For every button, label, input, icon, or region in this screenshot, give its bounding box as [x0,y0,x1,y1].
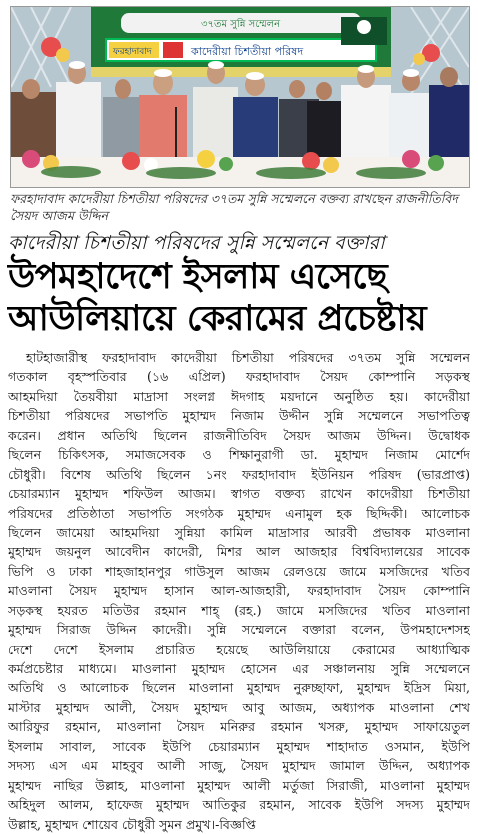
body-line: ছিলেন জামেয়া আহমদিয়া সুন্নিয়া কামিল মাদ্রাসার আরবী প্রভাষক মাওলানা [8,524,470,540]
body-line: ছিলেন চিকিৎসক, সমাজসেবক ও শিক্ষানুরাগী ডা. মুহাম্মদ নিজাম মোর্শেদ [8,447,470,463]
body-line: মুহাম্মদ জয়নুল আবেদীন কাদেরী, মিশর আল আজহার বিশ্ববিদ্যালয়ের সাবেক [8,544,470,560]
body-line: কর্মপ্রচেষ্টার মাধ্যমে। মাওলানা মুহাম্মদ হোসেন এর সঞ্চালনায় সুন্নি সম্মেলনে [8,661,470,676]
body-line: ভিপি ও ঢাকা শাহজাহানপুর গাউসুল আজম রেলওয়ে জামে মসজিদের খতিব [8,563,470,579]
body-line: চিশতীয়া পরিষদের সভাপতি মুহাম্মদ নিজাম উদ্দীন সুন্নি সম্মেলনে সভাপতিত্ব [8,408,470,424]
body-line: অতিথি ও আলোচক ছিলেন মাওলানা মুহাম্মদ নুরুচ্ছাফা, মুহাম্মদ ইদ্রিস মিয়া, [8,680,470,696]
body-line: অহিদুল আলম, হাফেজ মুহাম্মদ আতিকুর রহমান, সাবেক ইউপি সদস্য মুহাম্মদ [8,797,470,813]
body-line: মুহাম্মদ সিরাজ উদ্দিন কাদেরী। সুন্নি সম্মেলনে বক্তারা বলেন, উপমহাদেশসহ [8,622,470,638]
banner-left-text: ফরহাদাবাদ [113,47,152,57]
banner-center-text: কাদেরীয়া চিশতীয়া পরিষদ [191,45,304,58]
body-line: দেশে দেশে ইসলাম প্রচারিত হয়েছে আউলিয়ায়ে কেরামের আধ্যাত্মিক [8,641,470,657]
body-line: হাটহাজারীস্থ ফরহাদাবাদ কাদেরীয়া চিশতীয়া পরিষদের ৩৭তম সুন্নি সম্মেলন [26,350,470,365]
body-line: মাওলানা সৈয়দ মুহাম্মদ হাসান আল-আজহারী, ফরহাদাবাদ সৈয়দ কোম্পানি [8,583,470,599]
body-line: উল্লাহ, মুহাম্মদ শোয়েব চৌধুরী সুমন প্রমুখ।-বিজ্ঞপ্তি [8,816,256,832]
body-line: করেন। প্রধান অতিথি ছিলেন রাজনীতিবিদ সৈয়দ আজম উদ্দিন। উদ্বোধক [8,427,470,443]
headline-line-2: আউলিয়ায়ে কেরামের প্রচেষ্টায় [8,299,427,339]
body-line: গতকাল বৃহস্পতিবার (১৬ এপ্রিল) ফরহাদাবাদ সৈয়দ কোম্পানি সড়কস্থ [8,369,470,385]
body-line: সড়কস্থ হযরত মতিউর রহমান শাহ্ (রহ.) জামে মসজিদের খতিব মাওলানা [8,602,470,618]
top-banner-text: ৩৭তম সুন্নি সম্মেলন [201,19,281,30]
body-line: চৌধুরী। বিশেষ অতিথি ছিলেন ১নং ফরহাদাবাদ ইউনিয়ন পরিষদ (ভারপ্রাপ্ত) [8,466,470,482]
event-photo [10,6,470,188]
body-line: মুহাম্মদ নাছির উল্লাহ, মাওলানা মুহাম্মদ আলী মর্তুজা সিরাজী, মাওলানা মুহাম্মদ [8,777,470,793]
photo-caption: ফরহাদাবাদ কাদেরীয়া চিশতীয়া পরিষদের ৩৭তম সুন্নি সম্মেলনে বক্তব্য রাখছেন রাজনীতিবিদ সৈয়দ আজম উদ্দিন [10,191,458,223]
body-line: চেয়ারম্যান মুহাম্মদ শফিউল আজম। স্বাগত বক্তব্য রাখেন কাদেরীয়া চিশতীয়া [8,486,470,502]
body-line: আরিফুর রহমান, মাওলানা সৈয়দ মনিরুর রহমান খসরু, মুহাম্মদ সাফায়েতুল [8,719,470,735]
headline-line-1: উপমহাদেশে ইসলাম এসেছে [8,257,388,297]
article-body [8,348,470,834]
body-line: আহমদিয়া তৈয়বীয়া মাদ্রাসা সংলগ্ন ঈদগাহ ময়দানে অনুষ্ঠিত হয়। কাদেরীয়া [8,388,470,404]
body-line: পরিষদের প্রতিষ্ঠাতা সভাপতি সংগঠক মুহাম্মদ এনামুল হক ছিদ্দিকী। আলোচক [8,505,470,521]
body-line: ইসলাম সাবাল, সাবেক ইউপি চেয়ারম্যান মুহাম্মদ শাহাদাত ওসমান, ইউপি [8,738,470,754]
body-line: মাস্টার মুহাম্মদ আলী, সৈয়দ মুহাম্মদ আবু আজম, অধ্যাপক মাওলানা শেখ [8,699,470,715]
body-line: সদস্য এস এম মাহবুব আলী সাজু, সৈয়দ মুহাম্মদ জামাল উদ্দিন, অধ্যাপক [8,758,470,774]
kicker-headline: কাদেরীয়া চিশতীয়া পরিষদের সুন্নি সম্মেলনে বক্তারা [8,232,385,254]
